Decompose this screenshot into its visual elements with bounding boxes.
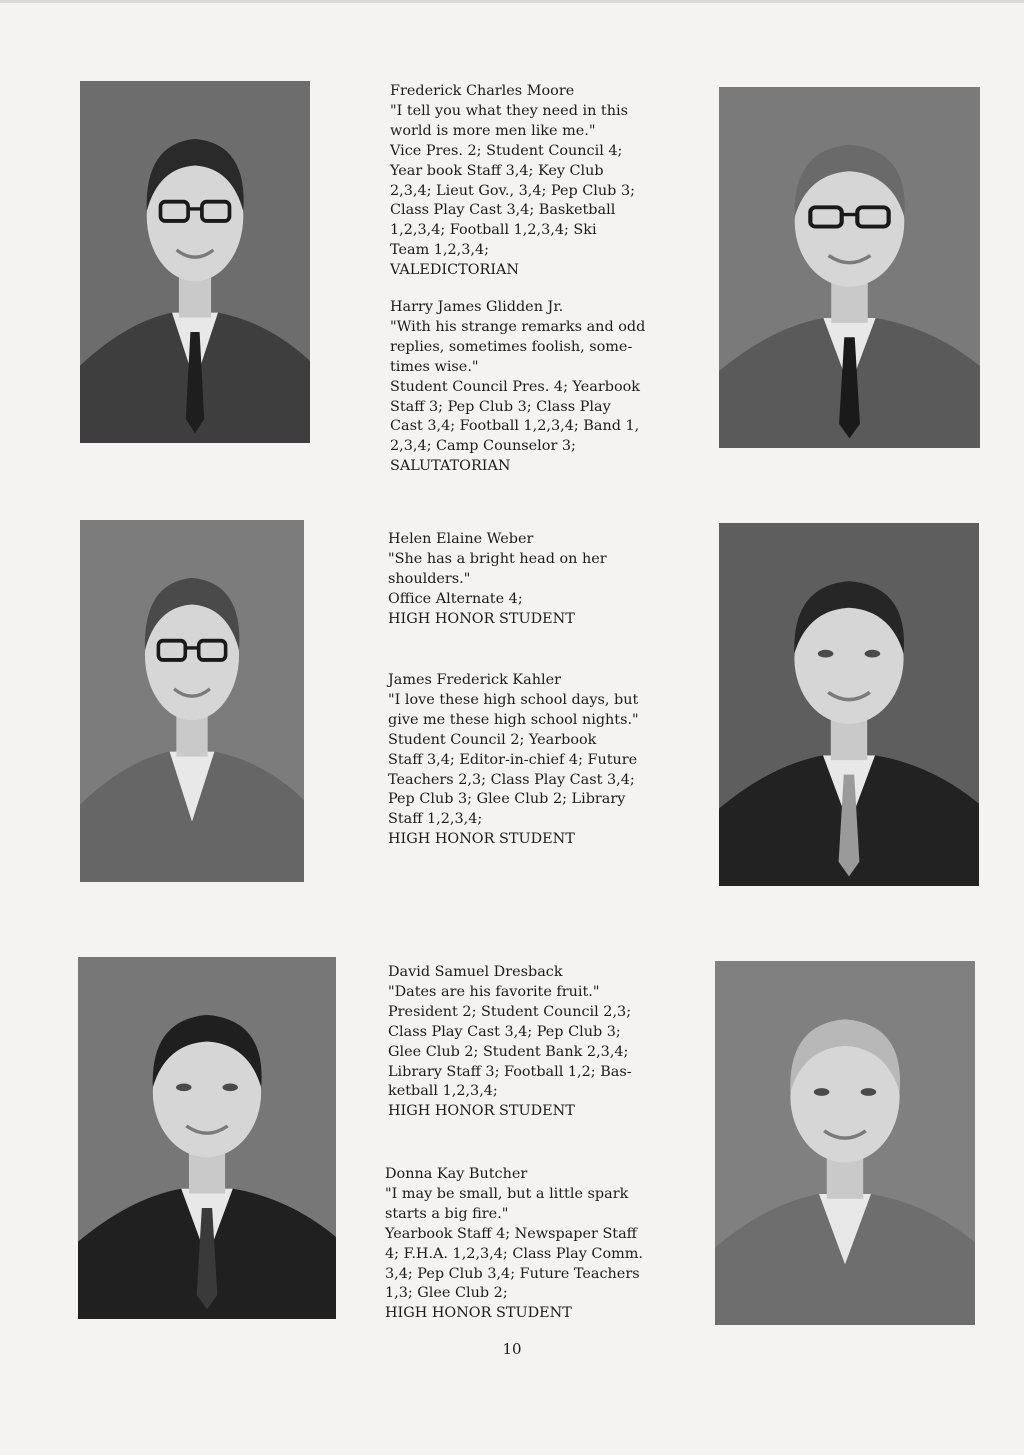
student-name: David Samuel Dresback xyxy=(388,964,563,980)
bio-line: "With his strange remarks and odd xyxy=(390,318,646,335)
student-photo xyxy=(80,520,304,882)
bio-line: Team 1,2,3,4; xyxy=(390,242,489,259)
bio-line: SALUTATORIAN xyxy=(390,458,511,475)
bio-line: world is more men like me." xyxy=(390,122,596,139)
bio-line: Staff 1,2,3,4; xyxy=(388,811,483,828)
bio-line: VALEDICTORIAN xyxy=(390,262,520,279)
bio-line: 4; F.H.A. 1,2,3,4; Class Play Comm. xyxy=(385,1245,643,1262)
bio-line: Student Council 2; Yearbook xyxy=(388,731,597,748)
bio-line: HIGH HONOR STUDENT xyxy=(388,1103,575,1120)
student-name: Frederick Charles Moore xyxy=(390,83,575,99)
bio-line: times wise." xyxy=(390,358,479,375)
bio-line: HIGH HONOR STUDENT xyxy=(385,1305,572,1322)
student-bio xyxy=(388,963,688,1122)
bio-line: "I tell you what they need in this xyxy=(390,102,628,119)
student-photo xyxy=(78,957,336,1319)
bio-line: replies, sometimes foolish, some- xyxy=(390,338,633,355)
bio-line: 1,3; Glee Club 2; xyxy=(385,1285,508,1302)
bio-line: shoulders." xyxy=(388,570,471,587)
portrait-silhouette xyxy=(80,81,310,443)
bio-line: Glee Club 2; Student Bank 2,3,4; xyxy=(388,1043,629,1060)
bio-line: Office Alternate 4; xyxy=(388,590,523,607)
bio-line: HIGH HONOR STUDENT xyxy=(388,610,575,627)
bio-line: Teachers 2,3; Class Play Cast 3,4; xyxy=(388,771,635,788)
bio-line: Staff 3; Pep Club 3; Class Play xyxy=(390,398,611,415)
bio-line: 2,3,4; Lieut Gov., 3,4; Pep Club 3; xyxy=(390,182,635,199)
bio-line: "She has a bright head on her xyxy=(388,550,607,567)
student-bio xyxy=(385,1165,685,1324)
bio-line: "I may be small, but a little spark xyxy=(385,1185,629,1202)
bio-line: 2,3,4; Camp Counselor 3; xyxy=(390,438,576,455)
bio-line: Class Play Cast 3,4; Basketball xyxy=(390,202,616,219)
portrait-silhouette xyxy=(719,87,980,448)
bio-line: President 2; Student Council 2,3; xyxy=(388,1003,632,1020)
bio-line: Year book Staff 3,4; Key Club xyxy=(390,162,604,179)
bio-line: Library Staff 3; Football 1,2; Bas- xyxy=(388,1063,632,1080)
student-photo xyxy=(715,961,975,1325)
bio-line: Yearbook Staff 4; Newspaper Staff xyxy=(385,1225,637,1242)
portrait-silhouette xyxy=(80,520,304,882)
bio-line: Student Council Pres. 4; Yearbook xyxy=(390,378,640,395)
student-bio xyxy=(390,82,690,281)
page-top-edge xyxy=(0,0,1024,3)
student-photo xyxy=(719,87,980,448)
student-name: Harry James Glidden Jr. xyxy=(390,299,564,315)
portrait-silhouette xyxy=(78,957,336,1319)
bio-line: Vice Pres. 2; Student Council 4; xyxy=(390,142,623,159)
bio-line: "Dates are his favorite fruit." xyxy=(388,983,600,1000)
student-photo xyxy=(719,523,979,886)
bio-line: Class Play Cast 3,4; Pep Club 3; xyxy=(388,1023,621,1040)
bio-line: starts a big fire." xyxy=(385,1205,509,1222)
student-name: Helen Elaine Weber xyxy=(388,531,534,547)
bio-line: Staff 3,4; Editor-in-chief 4; Future xyxy=(388,751,638,768)
bio-line: give me these high school nights." xyxy=(388,711,639,728)
student-bio xyxy=(388,671,688,850)
bio-line: HIGH HONOR STUDENT xyxy=(388,831,575,848)
student-name: James Frederick Kahler xyxy=(388,672,562,688)
bio-line: 1,2,3,4; Football 1,2,3,4; Ski xyxy=(390,222,597,239)
student-name: Donna Kay Butcher xyxy=(385,1166,528,1182)
student-bio xyxy=(388,530,688,630)
bio-line: 3,4; Pep Club 3,4; Future Teachers xyxy=(385,1265,640,1282)
bio-line: Pep Club 3; Glee Club 2; Library xyxy=(388,791,626,808)
student-photo xyxy=(80,81,310,443)
portrait-silhouette xyxy=(715,961,975,1325)
portrait-silhouette xyxy=(719,523,979,886)
bio-line: ketball 1,2,3,4; xyxy=(388,1083,498,1100)
student-bio xyxy=(390,298,690,477)
bio-line: "I love these high school days, but xyxy=(388,691,639,708)
bio-line: Cast 3,4; Football 1,2,3,4; Band 1, xyxy=(390,418,640,435)
page-number: 10 xyxy=(502,1340,522,1358)
